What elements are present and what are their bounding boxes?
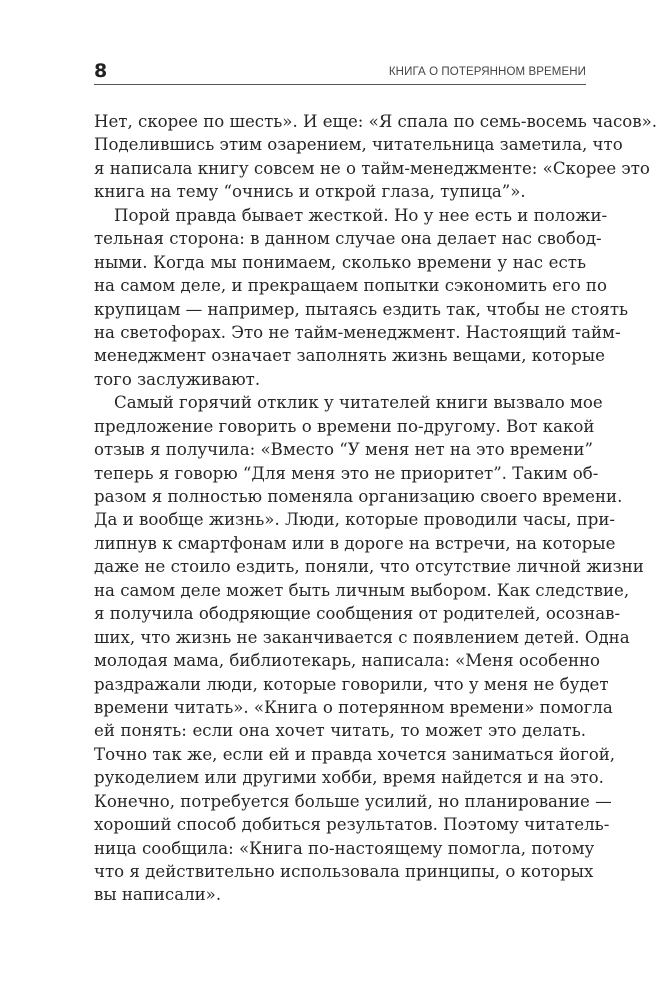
text-line: ших, что жизнь не заканчивается с появлением детей. Одна — [94, 627, 630, 647]
text-line: молодая мама, библиотекарь, написала: «Меня особенно — [94, 651, 601, 671]
text-line: Конечно, потребуется больше усилий, но планирование — — [94, 791, 612, 811]
text-line: отзыв я получила: «Вместо “У меня нет на это времени” — [94, 440, 593, 460]
text-line: Порой правда бывает жесткой. Но у нее есть и положи- — [114, 205, 608, 225]
text-line: что я действительно использовала принципы, о которых — [94, 862, 594, 881]
text-line: того заслуживают. — [94, 369, 261, 389]
text-line: даже не стоило ездить, поняли, что отсутствие личной жизни — [94, 557, 644, 577]
text-line: вы написали». — [94, 885, 222, 905]
text-line: на самом деле может быть личным выбором. Как следствие, — [94, 580, 630, 600]
running-header — [94, 62, 586, 85]
paragraph — [94, 110, 658, 204]
text-line: ными. Когда мы понимаем, сколько времени у нас есть — [94, 252, 586, 272]
text-line: хороший способ добиться результатов. Поэтому читатель- — [94, 815, 610, 835]
text-line: раздражали люди, которые говорили, что у меня не будет — [94, 674, 609, 694]
text-line: разом я полностью поменяла организацию своего времени. — [94, 487, 623, 506]
text-line: книга на тему “очнись и открой глаза, тупица”». — [94, 182, 526, 202]
text-line: Точно так же, если ей и правда хочется заниматься йогой, — [94, 744, 616, 764]
text-line: теперь я говорю “Для меня это не приоритет”. Таким об- — [94, 463, 599, 483]
text-line: липнув к смартфонам или в дороге на встречи, на которые — [94, 533, 616, 553]
text-line: Нет, скорее по шесть». И еще: «Я спала по семь-восемь часов». — [94, 112, 658, 131]
text-line: я получила ободряющие сообщения от родителей, осознав- — [94, 604, 621, 624]
text-line: на светофорах. Это не тайм-менеджмент. Настоящий тайм- — [94, 322, 621, 342]
text-line: Да и вообще жизнь». Люди, которые проводили часы, при- — [94, 510, 615, 530]
text-line: рукоделием или другими хобби, время найдется и на это. — [94, 768, 604, 788]
text-line: на самом деле, и прекращаем попытки сэкономить его по — [94, 276, 607, 296]
page-body-text — [94, 110, 658, 907]
text-line: Самый горячий отклик у читателей книги вызвало мое — [114, 393, 603, 413]
text-line: ей понять: если она хочет читать, то может это делать. — [94, 721, 586, 741]
text-line: ница сообщила: «Книга по-настоящему помогла, потому — [94, 838, 595, 858]
text-line: предложение говорить о времени по-другому. Вот какой — [94, 416, 595, 436]
page-number: 8 — [94, 60, 108, 82]
text-line: я написала книгу совсем не о тайм-менеджменте: «Скорее это — [94, 158, 650, 178]
paragraph — [94, 204, 629, 392]
text-line: крупицам — например, пытаясь ездить так, чтобы не стоять — [94, 299, 629, 319]
text-line: времени читать». «Книга о потерянном времени» помогла — [94, 697, 613, 717]
text-line: Поделившись этим озарением, читательница заметила, что — [94, 135, 623, 155]
text-line: менеджмент означает заполнять жизнь вещами, которые — [94, 346, 605, 366]
paragraph — [94, 391, 644, 907]
running-title: КНИГА О ПОТЕРЯННОМ ВРЕМЕНИ — [388, 66, 586, 78]
text-line: тельная сторона: в данном случае она делает нас свобод- — [94, 229, 602, 249]
